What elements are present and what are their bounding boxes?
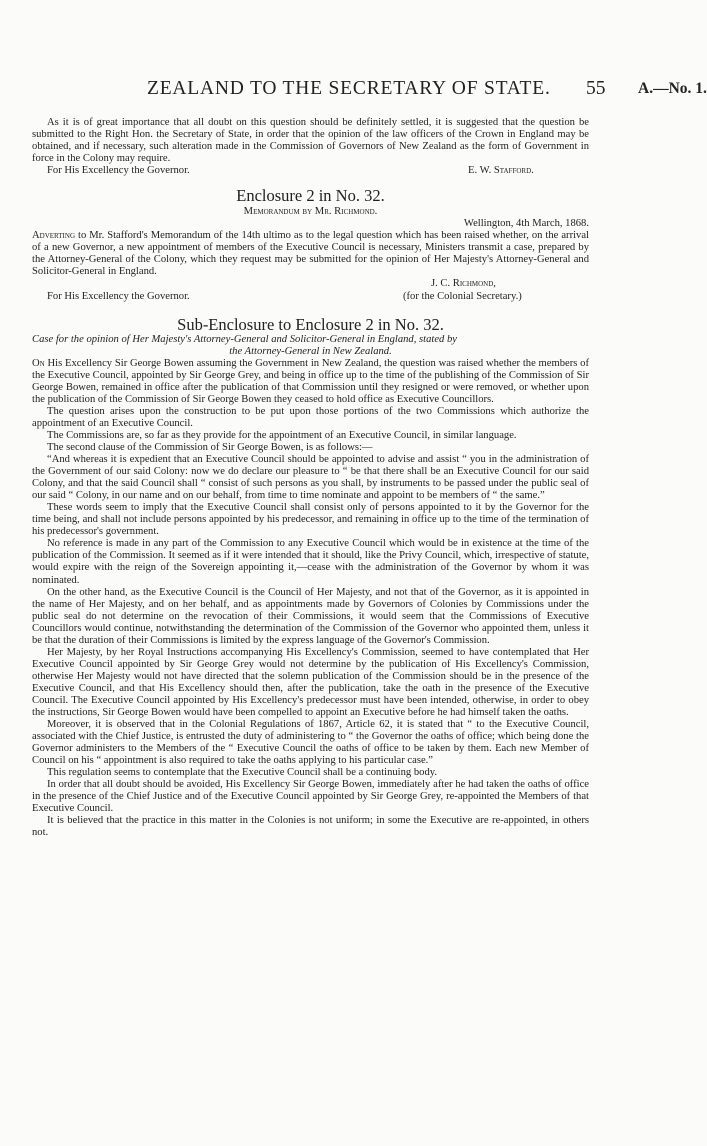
case-paragraph-10: Moreover, it is observed that in the Colonial Regulations of 1867, Article 62, it is stated that “ to the Executive Council, associated with the Chief Justice, is entrusted the duty of administering to “ the Governor the oaths of office; which being done the Governor administers to the Members of the “ Executive Council the oaths of office to be taken by them. Each new Member of Council on his “ appointment is also required to take the oaths applying to his particular case.” [32, 719, 589, 767]
running-header [30, 78, 707, 100]
enclosure-paragraph-text: to Mr. Stafford's Memorandum of the 14th ultimo as to the legal question which has been raised whether, on the arrival of a new Governor, a new appointment of members of the Executive Council is necessary, Ministers transmit a case, prepared by the Attorney-General of the Colony, which they request may be submitted for the opinion of Her Majesty's Attorney-General and Solicitor-General in England. [32, 230, 589, 278]
sub-enclosure-title: Sub-Enclosure to Enclosure 2 in No. 32. [177, 314, 444, 334]
enclosure-lead-word: Adverting [32, 230, 76, 242]
case-paragraph-13: It is believed that the practice in this matter in the Colonies is not uniform; in some the Executive are re-appointed, in others not. [32, 815, 589, 839]
intro-signature: E. W. Stafford. [468, 165, 534, 177]
document-reference: A.—No. 1. [638, 80, 707, 97]
case-paragraph-8: On the other hand, as the Executive Council is the Council of Her Majesty, and not that of the Governor, as it is appointed in the name of Her Majesty, and on her behalf, and as appointments made by Governors of Colonies by Commissions under the public seal do not determine on the revocation of their Commissions, it would seem that the Commissions of Executive Councillors would continue, notwithstanding the determination of the Commission of the Governor who appointed them, unless it be that the duration of their Commissions is limited by the express language of the Governor's Commission. [32, 586, 589, 646]
case-paragraph-3: The Commissions are, so far as they provide for the appointment of an Executive Council, in similar language. [47, 429, 517, 441]
page-number: 55 [586, 78, 606, 99]
running-title: ZEALAND TO THE SECRETARY OF STATE. [147, 78, 551, 99]
commission-quote: “And whereas it is expedient that an Executive Council should be appointed to advise and assist “ you in the administration of the Government of our said Colony: now we do declare our pleasure to “ be that there shall be an Executive Council for our said Colony, and that the said Council shall “ consist of such persons as you shall, by instruments to be passed under the public seal of our said “ Colony, in our name and on our behalf, from time to time nominate and appoint to be members of “ the same.” [32, 454, 589, 502]
case-paragraph-7: No reference is made in any part of the Commission to any Executive Council which would be in existence at the time of the publication of the Commission. It seemed as if it were intended that it should, like the Privy Council, which, irrespective of statute, would expire with the reign of the Sovereign appointing it,—cease with the administration of the Governor by whom it was nominated. [32, 538, 589, 586]
case-line-1: Case for the opinion of Her Majesty's Attorney-General and Solicitor-General in England, stated by [32, 333, 457, 345]
case-statement [32, 334, 589, 358]
case-paragraph-12: In order that all doubt should be avoided, His Excellency Sir George Bowen, immediately after he had taken the oaths of office in the presence of the Chief Justice and of the Executive Council appointed by Sir George Grey, re-appointed the Members of that Executive Council. [32, 779, 589, 815]
case-paragraph-9: Her Majesty, by her Royal Instructions accompanying His Excellency's Commission, seemed to have contemplated that Her Executive Council appointed by Sir George Grey would not determine by the publication of His Excellency's Commission, otherwise Her Majesty would not have directed that the solemn publication of the Commission should be in the presence of the Executive Council, and that His Excellency should then, after the publication, take the oath in the presence of the Executive Council. The Executive Council appointed by His Excellency's predecessor must have been intended, otherwise, in order to obey the instructions, Sir George Bowen would have been compelled to appoint an Executive before he had himself taken the oaths. [32, 646, 589, 719]
case-paragraph-2: The question arises upon the construction to be put upon those portions of the two Commissions which authorize the appointment of an Executive Council. [32, 405, 589, 429]
intro-paragraph: As it is of great importance that all doubt on this question should be definitely settled, it is suggested that the question be submitted to the Right Hon. the Secretary of State, in order that the opinion of the law officers of the Crown in England may be obtained, and if necessary, such alteration made in the Commission of Governors of New Zealand as the form of Government in force in the Colony may require. [32, 117, 589, 165]
enclosure-paragraph [32, 230, 589, 278]
enclosure-title: Enclosure 2 in No. 32. [236, 186, 385, 206]
enclosure-signoff-right: (for the Colonial Secretary.) [403, 290, 522, 302]
intro-signoff [32, 165, 589, 177]
case-paragraph-11: This regulation seems to contemplate that the Executive Council shall be a continuing body. [47, 767, 438, 779]
enclosure-signoff-left: For His Excellency the Governor. [47, 290, 190, 302]
case-paragraph-1-text: His Excellency Sir George Bowen assuming the Government in New Zealand, the question was raised whether the members of the Executive Council, appointed by Sir George Grey, and being in office up to the time of the publishing of the Commission of Sir George Bowen, remained in office after the publication of that Commission until they resigned or were removed, or whether upon the publication of the Commission of Sir George Bowen they ceased to hold office as Executive Councillors. [32, 357, 589, 405]
enclosure-signature-row [32, 278, 589, 290]
case-paragraph-1 [32, 358, 589, 406]
enclosure-subtitle: Memorandum by Mr. Richmond. [243, 206, 378, 218]
enclosure-dateline: Wellington, 4th March, 1868. [463, 218, 589, 230]
case-paragraph-6: These words seem to imply that the Executive Council shall consist only of persons appointed to it by the Governor for the time being, and shall not include persons appointed by his predecessor, and remaining in office up to the time of the termination of his predecessor's government. [32, 502, 589, 538]
case-paragraph-4: The second clause of the Commission of Sir George Bowen, is as follows:— [47, 441, 373, 453]
case-line-2: the Attorney-General in New Zealand. [229, 345, 392, 357]
intro-signoff-left: For His Excellency the Governor. [47, 165, 190, 177]
enclosure-signoff [32, 291, 589, 303]
page-body [32, 117, 589, 840]
case-lead-word: On [32, 357, 45, 369]
enclosure-signature: J. C. Richmond, [431, 278, 496, 290]
